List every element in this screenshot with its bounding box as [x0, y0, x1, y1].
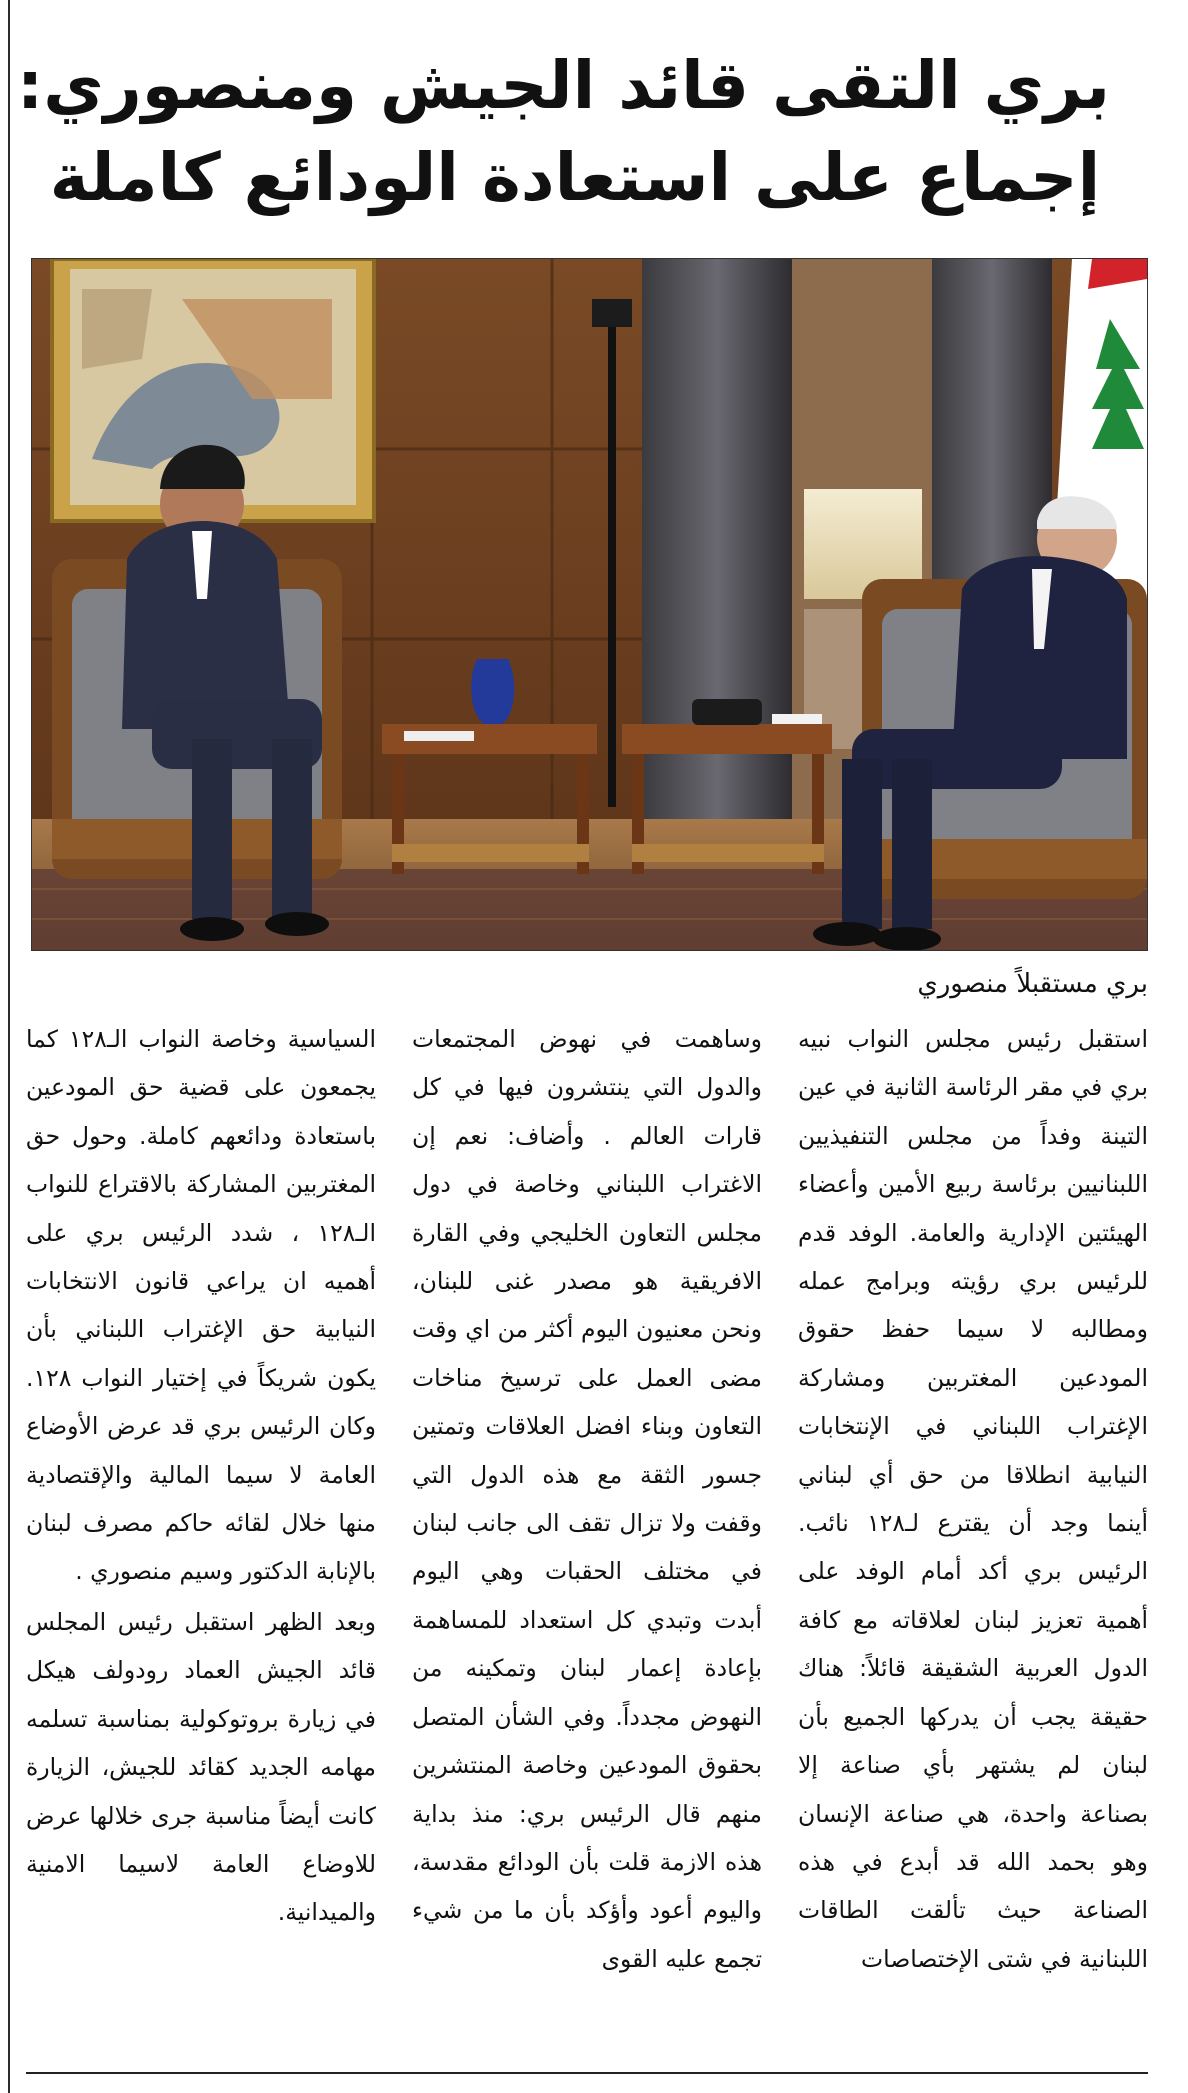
headline-line-1: بري التقى قائد الجيش ومنصوري: [16, 47, 1110, 124]
telephone [692, 699, 762, 725]
headline-line-2: إجماع على استعادة الودائع كاملة [49, 139, 1101, 216]
article-column-2 [412, 1015, 762, 2055]
bottom-rule [26, 2072, 1148, 2074]
article-photo [31, 258, 1148, 951]
page-edge-rule [8, 0, 10, 2093]
article-column-3 [26, 1015, 376, 2055]
papers [404, 731, 474, 741]
article-headline [16, 40, 1110, 230]
photo-caption: بري مستقبلاً منصوري [917, 969, 1148, 999]
meeting-photo-illustration [32, 259, 1147, 950]
article-column-1 [798, 1015, 1148, 2055]
column-3-paragraph-2: وبعد الظهر استقبل رئيس المجلس قائد الجيش العماد رودولف هيكل في زيارة بروتوكولية بمناسبة تسلمه مهامه الجديد كقائد للجيش، الزيارة كانت أيضاً مناسبة جرى خلالها عرض للاوضاع العامة لاسيما الامنية والميدانية. [26, 1607, 376, 1927]
blue-vase [471, 659, 514, 724]
article-body [26, 1015, 1148, 2055]
column-2-paragraph-1: وساهمت في نهوض المجتمعات والدول التي ينتشرون فيها في كل قارات العالم . وأضاف: نعم إن الاغتراب اللبناني وخاصة في دول مجلس التعاون الخليجي وفي القارة الافريقية هو مصدر غنى للبنان، ونحن معنيون اليوم أكثر من اي وقت مضى العمل على ترسيخ مناخات التعاون وبناء افضل العلاقات وتمتين جسور الثقة مع هذه الدول التي وقفت ولا تزال تقف الى جانب لبنان في مختلف الحقبات وهي اليوم أبدت وتبدي كل استعداد للمساهمة بإعادة إعمار لبنان وتمكينه من النهوض مجدداً. وفي الشأن المتصل بحقوق المودعين وخاصة المنتشرين منهم قال الرئيس بري: منذ بداية هذه الازمة قلت بأن الودائع مقدسة، واليوم أعود وأؤكد بأن ما من شيء تجمع عليه القوى [412, 1025, 762, 1973]
column-1-paragraph-1: استقبل رئيس مجلس النواب نبيه بري في مقر الرئاسة الثانية في عين التينة وفداً من مجلس التنفيذيين اللبنانيين برئاسة ربيع الأمين وأعضاء الهيئتين الإدارية والعامة. الوفد قدم للرئيس بري رؤيته وبرامج عمله ومطالبه لا سيما حفظ حقوق المودعين المغتربين ومشاركة الإغتراب اللبناني في الإنتخابات النيابية انطلاقا من حق أي لبناني أينما وجد أن يقترع لـ١٢٨ نائب. الرئيس بري أكد أمام الوفد على أهمية تعزيز لبنان لعلاقاته مع كافة الدول العربية الشقيقة قائلاً: هناك حقيقة يجب أن يدركها الجميع بأن لبنان لم يشتهر بأي صناعة إلا بصناعة واحدة، هي صناعة الإنسان وهو بحمد الله قد أبدع في هذه الصناعة حيث تألقت الطاقات اللبنانية في شتى الإختصاصات [798, 1025, 1148, 1973]
column-3-paragraph-1: السياسية وخاصة النواب الـ١٢٨ كما يجمعون على قضية حق المودعين باستعادة ودائعهم كاملة. وحول حق المغتربين المشاركة بالاقتراع للنواب الـ١٢٨ ، شدد الرئيس بري على أهميه ان يراعي قانون الانتخابات النيابية حق الإغتراب اللبناني بأن يكون شريكاً في إختيار النواب ١٢٨. وكان الرئيس بري قد عرض الأوضاع العامة لا سيما المالية والإقتصادية منها خلال لقائه حاكم مصرف لبنان بالإنابة الدكتور وسيم منصوري . [26, 1025, 376, 1586]
